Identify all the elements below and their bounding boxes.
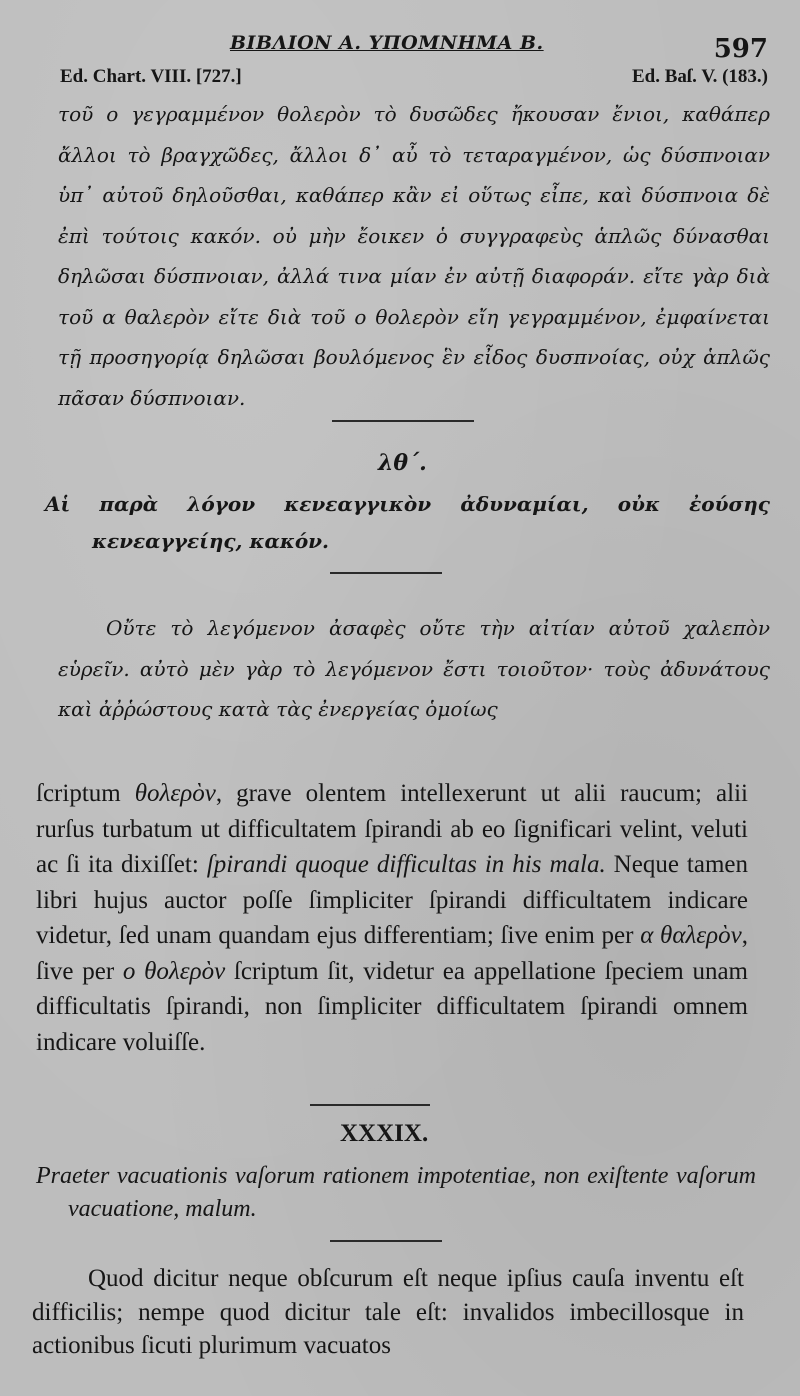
greek-aphorism (45, 486, 770, 560)
latin-text-part: Neque tamen libri hujus auctor poſſe ſimpliciter ſpirandi difficultatem indicare videtur, ſed unam quandam ejus differentiam; ſive enim per (36, 851, 748, 949)
greek-term: ο θολερὸν (122, 957, 226, 985)
latin-paragraph-2-text: Quod dicitur neque obſcurum eſt neque ipſius cauſa inventu eſt difficilis; nempe quod dicitur tale eſt: invalidos imbecillosque in actionibus ſicuti plurimum vacuatos (32, 1265, 744, 1359)
greek-section-number: λθ΄. (378, 450, 427, 476)
latin-text-part: , ſive per (36, 922, 748, 985)
latin-text-part: , grave olentem intellexerunt ut alii raucum; alii rurſus turbatum ut difficultatem ſpirandi ab eo ſignificari velint, veluti ac ſi ita dixiſſet: (36, 780, 748, 878)
latin-aphorism (36, 1160, 756, 1226)
latin-translation-paragraph (36, 776, 748, 1060)
edition-reference-chartier: Ed. Chart. VIII. [727.] (60, 66, 242, 87)
greek-commentary-paragraph-2 (58, 608, 770, 730)
section-divider (330, 572, 442, 574)
greek-paragraph-text: τοῦ ο γεγραμμένον θολερὸν τὸ δυσῶδες ἤκουσαν ἔνιοι, καθάπερ ἄλλοι τὸ βραγχῶδες, ἄλλοι δ᾽ αὖ τὸ τεταραγμένον, ὡς δύσπνοιαν ὑπ᾽ αὐτοῦ δηλοῦσθαι, καθάπερ κἂν εἰ οὕτως εἶπε, καὶ δύσπνοια δὲ ἐπὶ τούτοις κακόν. οὐ μὴν ἔοικεν ὁ συγγραφεὺς ἁπλῶς δύνασθαι δηλῶσαι δύσπνοιαν, ἀλλά τινα μίαν ἐν αὐτῇ διαφοράν. εἴτε γὰρ διὰ τοῦ α θαλερὸν εἴτε διὰ τοῦ ο θολερὸν εἴη γεγραμμένον, ἐμφαίνεται τῇ προσηγορίᾳ δηλῶσαι βουλόμενος ἓν εἶδος δυσπνοίας, οὐχ ἁπλῶς πᾶσαν δύσπνοιαν. (58, 102, 770, 410)
latin-translation-paragraph-2 (32, 1262, 744, 1363)
running-head (0, 28, 800, 68)
latin-italic-quote: ſpirandi quoque difficultas in his mala. (206, 851, 606, 878)
section-divider (332, 420, 474, 422)
latin-aphorism-text: Praeter vacuationis vaſorum rationem impotentiae, non exiſtente vaſorum vacuatione, malum. (36, 1163, 756, 1222)
edition-reference-basel: Ed. Baſ. V. (183.) (631, 66, 768, 87)
latin-text-part: ſcriptum (36, 780, 135, 807)
greek-paragraph-2-text: Οὔτε τὸ λεγόμενον ἀσαφὲς οὔτε τὴν αἰτίαν αὐτοῦ χαλεπὸν εὑρεῖν. αὐτὸ μὲν γὰρ τὸ λεγόμενον ἔστι τοιοῦτον· τοὺς ἀδυνάτους καὶ ἀῤῥώστους κατὰ τὰς ἐνεργείας ὁμοίως (58, 616, 770, 721)
section-divider (330, 1240, 442, 1242)
latin-text-part: ſcriptum ſit, videtur ea appellatione ſpeciem unam difficultatis ſpirandi, non ſimpliciter difficultatem ſpirandi omnem indicare voluiſſe. (36, 957, 748, 1056)
page-number: 597 (713, 34, 768, 64)
latin-paragraph-text (36, 776, 748, 1060)
section-divider (310, 1104, 430, 1106)
greek-commentary-paragraph (58, 94, 770, 418)
greek-term: α θαλερὸν (640, 922, 742, 949)
latin-section-number: XXXIX. (340, 1120, 429, 1147)
greek-aphorism-text: Αἱ παρὰ λόγον κενεαγγικὸν ἀδυναμίαι, οὐκ ἐούσης κενεαγγείης, κακόν. (45, 492, 770, 553)
edition-line (60, 66, 768, 94)
running-title: ΒΙΒΛΙΟΝ Α. ΥΠΟΜΝΗΜΑ Β. (230, 32, 544, 54)
greek-term: θολερὸν (134, 780, 216, 807)
